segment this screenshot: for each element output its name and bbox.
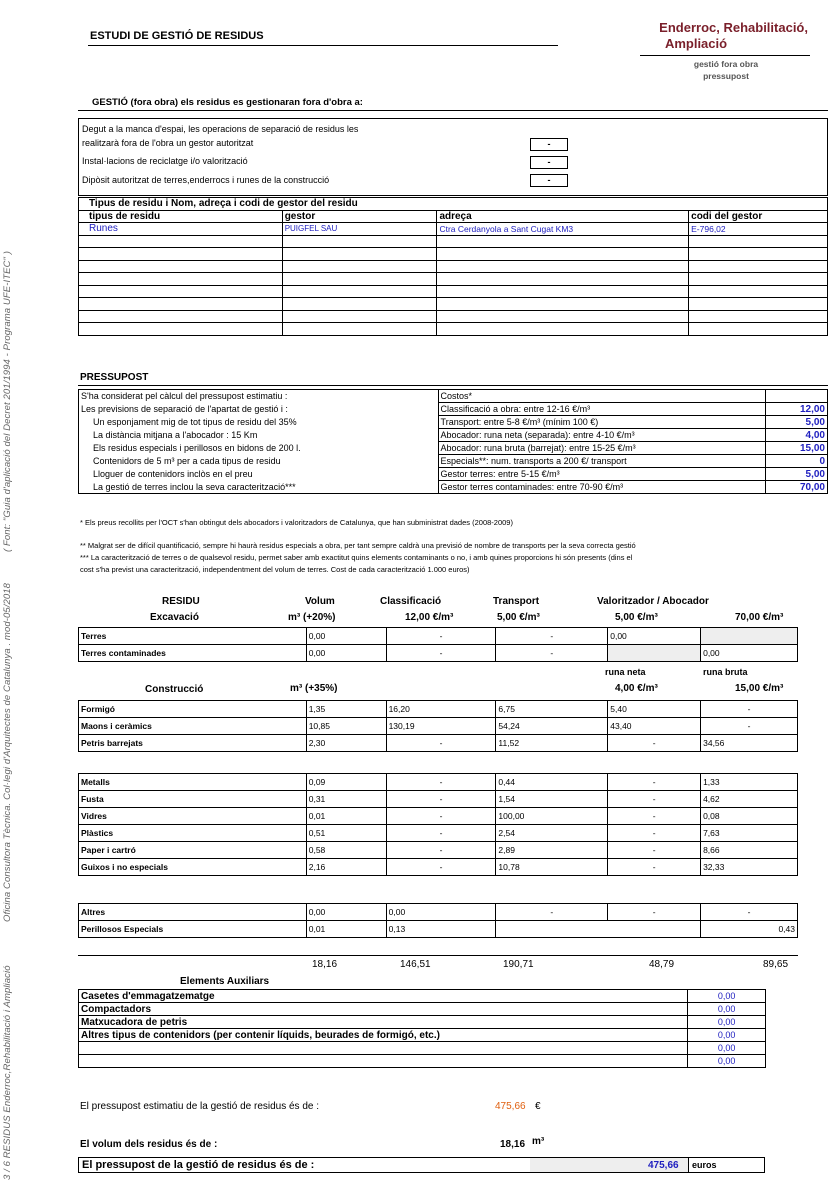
aux-value[interactable]: 0,00: [688, 990, 766, 1003]
cell-valor: -: [608, 808, 701, 825]
cell-valor: 43,40: [608, 718, 701, 735]
cell-valor: 0,00: [608, 628, 701, 645]
pressupost-right-4: Abocador: runa bruta (barrejat): entre 15-25 €/m³: [438, 442, 766, 455]
cell-valor: [608, 645, 701, 662]
header-category-line2: Ampliació: [664, 36, 728, 51]
aux-value[interactable]: 0,00: [688, 1029, 766, 1042]
aux-value[interactable]: 0,00: [688, 1055, 766, 1068]
table-row: [79, 825, 798, 842]
cell-abocador: 7,63: [701, 825, 798, 842]
total-class: 146,51: [400, 959, 431, 970]
page-title: ESTUDI DE GESTIÓ DE RESIDUS: [90, 30, 264, 42]
cell-class: -: [386, 859, 496, 876]
pressupost-value-2[interactable]: 5,00: [766, 416, 828, 429]
cell-transport: 2,89: [496, 842, 608, 859]
pressupost-value-1[interactable]: 12,00: [766, 403, 828, 416]
row-label: Terres contaminades: [79, 645, 307, 662]
transport-price: 5,00 €/m³: [497, 612, 540, 623]
estimate-currency: €: [535, 1101, 541, 1112]
cell-volum: 0,31: [306, 791, 386, 808]
total-valor: 48,79: [649, 959, 675, 970]
table-row: [79, 904, 798, 921]
pressupost-left-head: S'ha considerat pel càlcul del pressupost estimatiu :: [79, 390, 439, 403]
cell-abocador: [701, 628, 798, 645]
title-underline: [88, 45, 558, 46]
gestio-opt2: Instal·lacions de reciclatge i/o valorització: [82, 156, 248, 166]
table-row: [79, 645, 798, 662]
pressupost-right-3: Abocador: runa neta (separada): entre 4-10 €/m³: [438, 429, 766, 442]
volum-header: Volum: [305, 596, 335, 607]
table-row: [79, 1029, 766, 1042]
pressupost-value-5[interactable]: 0: [766, 455, 828, 468]
cell-transport: 1,54: [496, 791, 608, 808]
gestor-table-title: Tipus de residu i Nom, adreça i codi de gestor del residu: [79, 198, 828, 211]
header-sub2: pressupost: [703, 71, 749, 81]
cell-transport: -: [496, 628, 608, 645]
pressupost-right-6: Gestor terres: entre 5-15 €/m³: [438, 468, 766, 481]
cell-valor: -: [608, 735, 701, 752]
cell-abocador: 34,56: [701, 735, 798, 752]
row-label: Altres: [79, 904, 307, 921]
cell-transport: 11,52: [496, 735, 608, 752]
cell-valor: 5,40: [608, 701, 701, 718]
side-text-source: ( Font: "Guia d'aplicació del Decret 201/1994 - Programa UFE-ITEC" ): [2, 250, 13, 552]
note-2: ** Malgrat ser de difícil quantificació, sempre hi haurà residus especials a obra, per tant sempre caldrà una previsió de nombre de transports per la seva correcta gestió: [80, 541, 636, 550]
cell-volum: 0,01: [306, 921, 386, 938]
note-1: * Els preus recollits per l'OCT s'han obtingut dels abocadors i valoritzadors de Catalunya, que han subministrat dades (2008-2009): [80, 518, 513, 527]
table-row[interactable]: [79, 298, 828, 311]
gestio-heading-bold: GESTIÓ: [92, 97, 128, 108]
cell-volum: 0,00: [306, 628, 386, 645]
cell-valor: -: [608, 904, 701, 921]
cell-transport: [496, 921, 608, 938]
cell-transport: 10,78: [496, 859, 608, 876]
transport-header: Transport: [493, 596, 540, 607]
cell-class: -: [386, 735, 496, 752]
table-row: [79, 808, 798, 825]
pressupost-value-3[interactable]: 4,00: [766, 429, 828, 442]
classificacio-header: Classificació: [380, 596, 442, 607]
row-label: Paper i cartró: [79, 842, 307, 859]
gestio-opt1-line2: realitzarà fora de l'obra un gestor autoritzat: [82, 138, 254, 148]
table-row: [79, 701, 798, 718]
pressupost-value-4[interactable]: 15,00: [766, 442, 828, 455]
pressupost-table: [78, 389, 828, 494]
volume-value: 18,16: [500, 1139, 526, 1150]
valoritzador-header: Valoritzador / Abocador: [597, 596, 709, 607]
residu-header: RESIDU: [162, 596, 200, 607]
table-row: [79, 842, 798, 859]
cell-class: -: [386, 628, 496, 645]
header-category-line1: Enderroc, Rehabilitació,: [659, 20, 808, 35]
cell-class: 16,20: [386, 701, 496, 718]
construccio-table-1: [78, 700, 798, 752]
gestor-row-gestor[interactable]: PUIGFEL SAU: [282, 223, 437, 236]
total-volum: 18,16: [312, 959, 338, 970]
cell-transport: 6,75: [496, 701, 608, 718]
table-row[interactable]: [79, 273, 828, 286]
runa-neta-label: runa neta: [605, 667, 646, 677]
cell-abocador: 1,33: [701, 774, 798, 791]
table-row: [79, 1042, 766, 1055]
cell-volum: 2,16: [306, 859, 386, 876]
header-right-underline: [640, 55, 810, 56]
estimate-value: 475,66: [495, 1101, 526, 1112]
cell-class: -: [386, 645, 496, 662]
table-row: [79, 1055, 766, 1068]
side-footer-text: [2, 70, 22, 1180]
gestor-table: [78, 197, 828, 336]
aux-value[interactable]: 0,00: [688, 1016, 766, 1029]
cell-transport: -: [496, 645, 608, 662]
cell-abocador: 0,08: [701, 808, 798, 825]
budget-divider: [688, 1157, 689, 1173]
table-row: [79, 774, 798, 791]
excavacio-header: Excavació: [150, 612, 199, 623]
gestor-row-codi[interactable]: E-796,02: [689, 223, 828, 236]
pressupost-value-7[interactable]: 70,00: [766, 481, 828, 494]
table-row: [79, 735, 798, 752]
auxiliars-title: Elements Auxiliars: [180, 976, 270, 987]
cell-class: -: [386, 774, 496, 791]
col-codi-header: codi del gestor: [689, 210, 828, 223]
cell-transport: 100,00: [496, 808, 608, 825]
aux-label: Altres tipus de contenidors (per contenir líquids, beurades de formigó, etc.): [79, 1029, 688, 1042]
table-row[interactable]: [79, 248, 828, 261]
volum-exc-unit: m³ (+20%): [288, 612, 336, 623]
bruta-price: 15,00 €/m³: [735, 683, 784, 694]
pressupost-right-head: Costos*: [438, 390, 766, 403]
table-row: [79, 791, 798, 808]
volume-label: El volum dels residus és de :: [80, 1139, 218, 1150]
side-text-office: Oficina Consultora Tècnica. Col·legi d'Arquitectes de Catalunya . mod-05/2018: [2, 582, 13, 922]
cell-volum: 0,00: [306, 904, 386, 921]
table-row[interactable]: [79, 285, 828, 298]
gestio-line: [78, 110, 828, 111]
cell-abocador: -: [701, 904, 798, 921]
pressupost-left-4: Els residus especials i perillosos en bidons de 200 l.: [79, 442, 439, 455]
cell-valor: [608, 921, 701, 938]
table-row: [79, 1016, 766, 1029]
cell-volum: 0,00: [306, 645, 386, 662]
estimate-label: El pressupost estimatiu de la gestió de residus és de :: [80, 1101, 320, 1112]
gestor-row-tipus[interactable]: Runes: [79, 223, 283, 236]
runa-bruta-label: runa bruta: [703, 667, 748, 677]
volum-cons-unit: m³ (+35%): [290, 683, 338, 694]
pressupost-left-3: La distància mitjana a l'abocador : 15 Km: [79, 429, 439, 442]
cell-transport: 0,44: [496, 774, 608, 791]
cell-class: -: [386, 791, 496, 808]
class-price: 12,00 €/m³: [405, 612, 454, 623]
cell-volum: 0,01: [306, 808, 386, 825]
pressupost-right-2: Transport: entre 5-8 €/m³ (mínim 100 €): [438, 416, 766, 429]
table-row: [79, 718, 798, 735]
construccio-table-3: [78, 903, 798, 938]
cell-valor: -: [608, 859, 701, 876]
cell-volum: 2,30: [306, 735, 386, 752]
budget-unit: euros: [692, 1160, 717, 1170]
cell-class: 0,13: [386, 921, 496, 938]
note-3a: *** La caracterització de terres o de qualsevol residu, permet saber amb exactitut quins elements contaminants o no, i amb quines proporcions hi són presents (dins el: [80, 553, 633, 562]
side-text-page: 3 / 6 RESIDUS Enderroc,Rehabilitació i Ampliació: [2, 965, 13, 1180]
gestio-opt3: Dipòsit autoritzat de terres,enderrocs i runes de la construcció: [82, 175, 330, 185]
col-tipus-header: tipus de residu: [79, 210, 283, 223]
cell-transport: -: [496, 904, 608, 921]
gestio-opt1-line1: Degut a la manca d'espai, les operacions de separació de residus les: [82, 124, 359, 134]
table-row[interactable]: [79, 235, 828, 248]
cell-volum: 0,58: [306, 842, 386, 859]
cell-abocador: -: [701, 701, 798, 718]
cell-class: -: [386, 842, 496, 859]
pressupost-heading: PRESSUPOST: [80, 372, 149, 383]
table-row: [79, 921, 798, 938]
aux-label: Compactadors: [79, 1003, 688, 1016]
cell-class: 130,19: [386, 718, 496, 735]
row-label: Petris barrejats: [79, 735, 307, 752]
totals-line: [78, 955, 798, 956]
gestio-heading: [92, 97, 363, 108]
total-abocador: 89,65: [763, 959, 789, 970]
pressupost-left-7: La gestió de terres inclou la seva caracterització***: [79, 481, 439, 494]
row-label: Perillosos Especials: [79, 921, 307, 938]
cell-class: -: [386, 825, 496, 842]
pressupost-right-5: Especials**: num. transports a 200 €/ transport: [438, 455, 766, 468]
aux-label: Casetes d'emmagatzematge: [79, 990, 688, 1003]
aux-label: Matxucadora de petris: [79, 1016, 688, 1029]
aux-value[interactable]: 0,00: [688, 1003, 766, 1016]
pressupost-value-6[interactable]: 5,00: [766, 468, 828, 481]
cell-valor: -: [608, 825, 701, 842]
row-label: Metalls: [79, 774, 307, 791]
budget-value: 475,66: [648, 1160, 679, 1171]
table-row[interactable]: [79, 310, 828, 323]
pressupost-left-6: Lloguer de contenidors inclòs en el preu: [79, 468, 439, 481]
table-row[interactable]: [79, 260, 828, 273]
table-row: [79, 990, 766, 1003]
row-label: Formigó: [79, 701, 307, 718]
cell-volum: 0,51: [306, 825, 386, 842]
pressupost-right-1: Classificació a obra: entre 12-16 €/m³: [438, 403, 766, 416]
pressupost-left-5: Contenidors de 5 m³ per a cada tipus de residu: [79, 455, 439, 468]
row-label: Terres: [79, 628, 307, 645]
construccio-header: Construcció: [145, 684, 204, 695]
cell-abocador: 8,66: [701, 842, 798, 859]
row-label: Plàstics: [79, 825, 307, 842]
table-row[interactable]: [79, 323, 828, 336]
cell-abocador: 0,00: [701, 645, 798, 662]
aux-value[interactable]: 0,00: [688, 1042, 766, 1055]
cell-class: 0,00: [386, 904, 496, 921]
gestio-opt1-checkbox[interactable]: -: [530, 138, 568, 151]
table-row: [79, 628, 798, 645]
cell-valor: -: [608, 774, 701, 791]
excavacio-table: [78, 627, 798, 662]
gestor-row-adreca[interactable]: Ctra Cerdanyola a Sant Cugat KM3: [437, 223, 689, 236]
cell-valor: -: [608, 791, 701, 808]
pressupost-line: [78, 385, 828, 386]
row-label: Fusta: [79, 791, 307, 808]
cell-abocador: 32,33: [701, 859, 798, 876]
cell-volum: 0,09: [306, 774, 386, 791]
cell-volum: 10,85: [306, 718, 386, 735]
pressupost-left-1: Les previsions de separació de l'apartat de gestió i :: [79, 403, 439, 416]
cell-transport: 2,54: [496, 825, 608, 842]
row-label: Maons i ceràmics: [79, 718, 307, 735]
col-adreca-header: adreça: [437, 210, 689, 223]
aux-label: [79, 1055, 688, 1068]
total-transport: 190,71: [503, 959, 534, 970]
cell-volum: 1,35: [306, 701, 386, 718]
construccio-table-2: [78, 773, 798, 876]
pressupost-right-7: Gestor terres contaminades: entre 70-90 €/m³: [438, 481, 766, 494]
volume-unit: m³: [532, 1136, 545, 1147]
col-gestor-header: gestor: [282, 210, 437, 223]
cell-valor: -: [608, 842, 701, 859]
row-label: Vidres: [79, 808, 307, 825]
cell-abocador: 4,62: [701, 791, 798, 808]
table-row: [79, 859, 798, 876]
neta-price: 4,00 €/m³: [615, 683, 658, 694]
table-row: [79, 1003, 766, 1016]
cell-transport: 54,24: [496, 718, 608, 735]
row-label: Guixos i no especials: [79, 859, 307, 876]
gestio-opt3-checkbox[interactable]: -: [530, 174, 568, 187]
cell-class: -: [386, 808, 496, 825]
cell-abocador: 0,43: [701, 921, 798, 938]
auxiliars-table: [78, 989, 766, 1068]
header-sub1: gestió fora obra: [693, 59, 759, 69]
gestio-heading-rest: (fora obra) els residus es gestionaran fora d'obra a:: [127, 97, 363, 108]
pressupost-left-2: Un esponjament mig de tot tipus de residu del 35%: [79, 416, 439, 429]
aux-label: [79, 1042, 688, 1055]
budget-label: El pressupost de la gestió de residus és de :: [82, 1159, 315, 1171]
note-3b: cost s'ha previst una caracterització, independentment del volum de terres. Cost de cada caracterització 1.000 euros): [80, 565, 470, 574]
valor-price-2: 70,00 €/m³: [735, 612, 784, 623]
header-subtitle: [676, 58, 776, 82]
cell-abocador: -: [701, 718, 798, 735]
gestio-opt2-checkbox[interactable]: -: [530, 156, 568, 169]
valor-price-1: 5,00 €/m³: [615, 612, 658, 623]
